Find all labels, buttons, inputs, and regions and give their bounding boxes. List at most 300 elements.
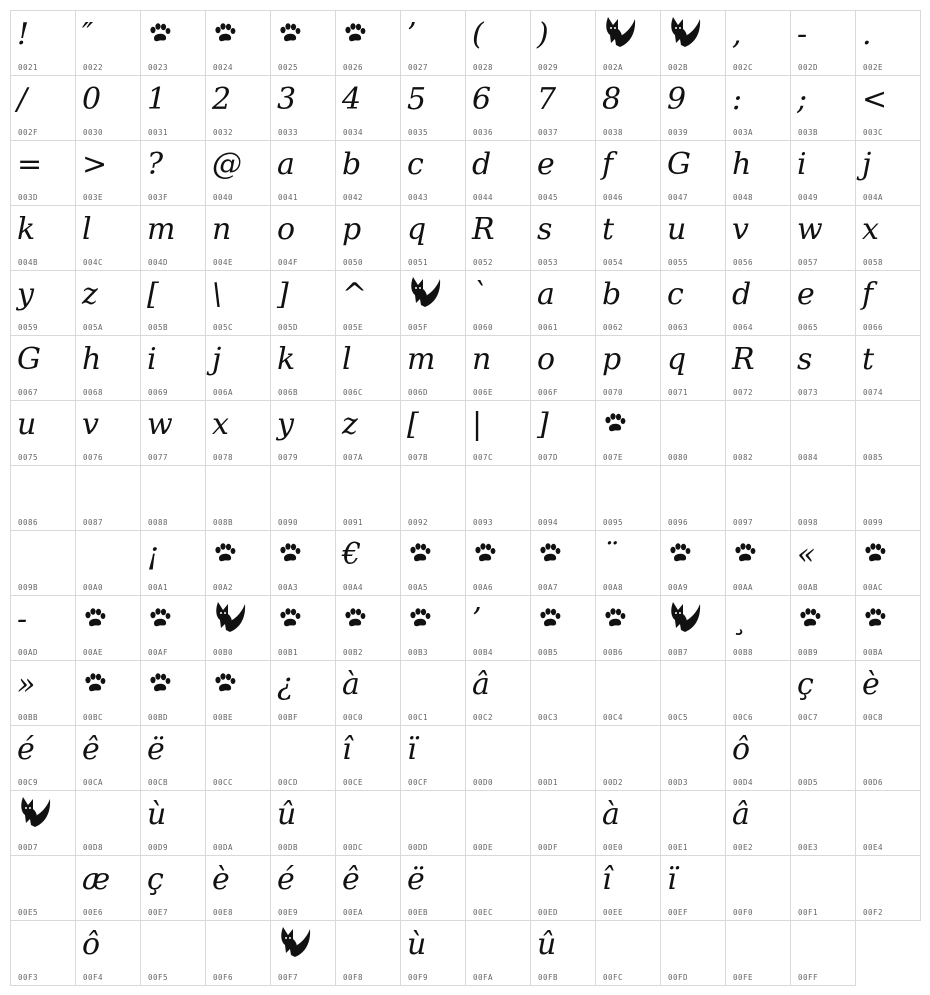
glyph-char: j [862, 147, 872, 182]
glyph-code: 006D [408, 388, 429, 397]
glyph-char: é [277, 862, 295, 897]
glyph-code: 0021 [18, 63, 39, 72]
glyph-char: ) [537, 17, 549, 52]
glyph-cell [726, 596, 791, 661]
glyph-code: 00B0 [213, 648, 234, 657]
glyph-char: l [342, 342, 352, 377]
paw-icon [279, 23, 301, 48]
glyph-code: 0077 [148, 453, 169, 462]
glyph-cell [661, 76, 726, 141]
glyph-cell [856, 271, 921, 336]
glyph-cell [596, 596, 661, 661]
glyph-cell [466, 76, 531, 141]
glyph-cell [726, 76, 791, 141]
glyph-char: b [602, 277, 622, 312]
glyph-cell [791, 661, 856, 726]
glyph-cell [401, 76, 466, 141]
glyph-code: 0075 [18, 453, 39, 462]
glyph-code: 0066 [863, 323, 884, 332]
glyph-char: ê [342, 862, 360, 897]
glyph-code: 003C [863, 128, 884, 137]
paw-icon [214, 543, 236, 568]
glyph-char: [ [147, 277, 159, 312]
glyph-char: ô [732, 732, 751, 767]
glyph-cell [466, 531, 531, 596]
glyph-code: 00B3 [408, 648, 429, 657]
glyph-cell [791, 401, 856, 466]
glyph-code: 00FC [603, 973, 624, 982]
glyph-code: 00D4 [733, 778, 754, 787]
glyph-char: s [797, 342, 813, 377]
glyph-cell [661, 921, 726, 986]
glyph-code: 005A [83, 323, 104, 332]
glyph-cell [466, 336, 531, 401]
glyph-code: 0094 [538, 518, 559, 527]
glyph-char: f [862, 277, 874, 312]
glyph-char: ï [667, 862, 677, 897]
glyph-cell [271, 11, 336, 76]
glyph-char: ô [82, 927, 101, 962]
glyph-cell [401, 791, 466, 856]
glyph-cell [11, 76, 76, 141]
glyph-code: 0055 [668, 258, 689, 267]
glyph-cell [726, 791, 791, 856]
glyph-code: 0061 [538, 323, 559, 332]
glyph-char: ’ [407, 17, 417, 52]
glyph-cell [336, 11, 401, 76]
glyph-cell [466, 921, 531, 986]
paw-icon [84, 608, 106, 633]
glyph-char: . [862, 17, 872, 52]
glyph-cell [531, 206, 596, 271]
glyph-cell [596, 791, 661, 856]
glyph-char: @ [212, 147, 242, 182]
glyph-char: è [212, 862, 230, 897]
glyph-code: 00FE [733, 973, 754, 982]
glyph-cell [466, 401, 531, 466]
glyph-cell [141, 726, 206, 791]
glyph-cell [661, 141, 726, 206]
glyph-code: 0062 [603, 323, 624, 332]
glyph-char: v [732, 212, 749, 247]
glyph-cell [791, 596, 856, 661]
glyph-code: 004E [213, 258, 234, 267]
glyph-cell [206, 791, 271, 856]
glyph-code: 00D0 [473, 778, 494, 787]
paw-icon [409, 543, 431, 568]
glyph-cell [791, 791, 856, 856]
glyph-code: 0053 [538, 258, 559, 267]
glyph-code: 0079 [278, 453, 299, 462]
glyph-code: 0070 [603, 388, 624, 397]
glyph-code: 00F9 [408, 973, 429, 982]
glyph-code: 0069 [148, 388, 169, 397]
glyph-code: 00A3 [278, 583, 299, 592]
glyph-code: 0068 [83, 388, 104, 397]
paw-icon [604, 608, 626, 633]
glyph-code: 00D6 [863, 778, 884, 787]
glyph-code: 007E [603, 453, 624, 462]
glyph-cell [336, 726, 401, 791]
glyph-char: € [342, 537, 362, 572]
glyph-cell [206, 206, 271, 271]
glyph-cell [726, 141, 791, 206]
glyph-char: G [667, 147, 691, 182]
glyph-cell [271, 661, 336, 726]
glyph-cell [11, 141, 76, 206]
glyph-char: < [862, 82, 888, 117]
glyph-cell [11, 791, 76, 856]
glyph-cell [661, 661, 726, 726]
glyph-code: 003B [798, 128, 819, 137]
glyph-code: 0039 [668, 128, 689, 137]
glyph-cell [791, 856, 856, 921]
glyph-code: 0092 [408, 518, 429, 527]
glyph-cell [11, 531, 76, 596]
fox-icon [17, 795, 53, 836]
glyph-code: 00BE [213, 713, 234, 722]
glyph-code: 00BA [863, 648, 884, 657]
glyph-cell [661, 206, 726, 271]
glyph-cell [401, 856, 466, 921]
glyph-code: 004C [83, 258, 104, 267]
glyph-cell [401, 531, 466, 596]
glyph-code: 0065 [798, 323, 819, 332]
glyph-char: ; [797, 82, 808, 117]
glyph-cell [271, 596, 336, 661]
glyph-cell [206, 271, 271, 336]
glyph-cell [76, 921, 141, 986]
glyph-code: 0022 [83, 63, 104, 72]
glyph-code: 005E [343, 323, 364, 332]
glyph-cell [791, 466, 856, 531]
glyph-cell [401, 661, 466, 726]
glyph-code: 00D2 [603, 778, 624, 787]
glyph-char: ] [537, 407, 549, 442]
glyph-cell [661, 726, 726, 791]
glyph-code: 003D [18, 193, 39, 202]
glyph-char: ! [17, 17, 30, 52]
glyph-code: 00E5 [18, 908, 39, 917]
glyph-char: ] [277, 277, 289, 312]
glyph-code: 00BB [18, 713, 39, 722]
glyph-code: 0093 [473, 518, 494, 527]
glyph-char: v [82, 407, 99, 442]
glyph-cell [531, 726, 596, 791]
glyph-code: 00DE [473, 843, 494, 852]
glyph-cell [206, 76, 271, 141]
glyph-cell [596, 76, 661, 141]
glyph-code: 0025 [278, 63, 299, 72]
glyph-char: ″ [82, 17, 94, 52]
glyph-cell [596, 401, 661, 466]
glyph-cell [661, 466, 726, 531]
glyph-code: 00AE [83, 648, 104, 657]
glyph-code: 003E [83, 193, 104, 202]
glyph-code: 0050 [343, 258, 364, 267]
glyph-cell [11, 336, 76, 401]
glyph-code: 00E2 [733, 843, 754, 852]
glyph-code: 00AB [798, 583, 819, 592]
glyph-cell [531, 856, 596, 921]
glyph-char: G [17, 342, 41, 377]
glyph-cell [336, 596, 401, 661]
glyph-cell [76, 141, 141, 206]
glyph-cell [76, 661, 141, 726]
glyph-char: q [407, 212, 427, 247]
glyph-cell [531, 76, 596, 141]
glyph-code: 00A5 [408, 583, 429, 592]
glyph-char: ¸ [732, 602, 747, 637]
glyph-code: 00B1 [278, 648, 299, 657]
glyph-code: 00F4 [83, 973, 104, 982]
glyph-code: 00B9 [798, 648, 819, 657]
glyph-code: 0024 [213, 63, 234, 72]
glyph-char: ê [82, 732, 100, 767]
glyph-char: s [537, 212, 553, 247]
glyph-code: 0038 [603, 128, 624, 137]
glyph-code: 00DF [538, 843, 559, 852]
glyph-code: 00FA [473, 973, 494, 982]
glyph-cell [11, 401, 76, 466]
glyph-cell [466, 11, 531, 76]
glyph-code: 00F8 [343, 973, 364, 982]
glyph-code: 00E8 [213, 908, 234, 917]
glyph-char: R [472, 212, 495, 247]
glyph-cell [856, 791, 921, 856]
glyph-code: 004F [278, 258, 299, 267]
glyph-char: ù [407, 927, 427, 962]
glyph-code: 0063 [668, 323, 689, 332]
glyph-char: a [537, 277, 555, 312]
glyph-code: 0060 [473, 323, 494, 332]
glyph-code: 0042 [343, 193, 364, 202]
glyph-cell [271, 76, 336, 141]
glyph-char: ’ [472, 602, 482, 637]
glyph-cell [206, 726, 271, 791]
glyph-code: 00FB [538, 973, 559, 982]
glyph-code: 0080 [668, 453, 689, 462]
glyph-cell [661, 531, 726, 596]
glyph-char: ù [147, 797, 167, 832]
glyph-code: 00C4 [603, 713, 624, 722]
glyph-char: 4 [342, 82, 362, 117]
glyph-code: 002B [668, 63, 689, 72]
glyph-code: 0085 [863, 453, 884, 462]
glyph-code: 00E7 [148, 908, 169, 917]
glyph-char: ` [472, 277, 487, 312]
glyph-char: d [472, 147, 492, 182]
glyph-code: 002E [863, 63, 884, 72]
glyph-char: o [537, 342, 556, 377]
glyph-cell [336, 921, 401, 986]
glyph-code: 0029 [538, 63, 559, 72]
glyph-code: 00DD [408, 843, 429, 852]
glyph-cell [726, 466, 791, 531]
glyph-cell [856, 531, 921, 596]
glyph-char: x [212, 407, 229, 442]
glyph-cell [401, 141, 466, 206]
glyph-char: ë [407, 862, 425, 897]
glyph-code: 00C7 [798, 713, 819, 722]
glyph-code: 006A [213, 388, 234, 397]
paw-icon [84, 673, 106, 698]
glyph-char: d [732, 277, 752, 312]
paw-icon [344, 23, 366, 48]
glyph-cell [401, 336, 466, 401]
glyph-cell [531, 336, 596, 401]
glyph-code: 0051 [408, 258, 429, 267]
glyph-cell [531, 11, 596, 76]
glyph-cell [271, 271, 336, 336]
glyph-char: q [667, 342, 687, 377]
glyph-cell [11, 726, 76, 791]
glyph-code: 00CF [408, 778, 429, 787]
glyph-code: 006F [538, 388, 559, 397]
paw-icon [279, 543, 301, 568]
glyph-cell [76, 596, 141, 661]
glyph-cell [336, 271, 401, 336]
glyph-code: 0026 [343, 63, 364, 72]
glyph-cell [531, 401, 596, 466]
glyph-char: à [602, 797, 620, 832]
glyph-code: 00D9 [148, 843, 169, 852]
glyph-code: 0046 [603, 193, 624, 202]
glyph-cell [856, 401, 921, 466]
glyph-char: t [602, 212, 615, 247]
glyph-char: c [407, 147, 424, 182]
glyph-char: y [17, 277, 34, 312]
glyph-char: ¨ [602, 537, 617, 572]
glyph-code: 00CD [278, 778, 299, 787]
glyph-code: 0099 [863, 518, 884, 527]
paw-icon [149, 673, 171, 698]
glyph-code: 0031 [148, 128, 169, 137]
glyph-cell [141, 466, 206, 531]
glyph-code: 002F [18, 128, 39, 137]
glyph-code: 004D [148, 258, 169, 267]
glyph-char: 5 [407, 82, 427, 117]
glyph-cell [336, 466, 401, 531]
glyph-cell [531, 531, 596, 596]
glyph-code: 007D [538, 453, 559, 462]
glyph-char: e [537, 147, 555, 182]
glyph-code: 00E4 [863, 843, 884, 852]
glyph-cell [336, 401, 401, 466]
paw-icon [539, 608, 561, 633]
glyph-char: , [732, 17, 742, 52]
glyph-cell [271, 401, 336, 466]
glyph-cell [271, 466, 336, 531]
glyph-cell [271, 141, 336, 206]
glyph-cell [596, 11, 661, 76]
glyph-char: ï [407, 732, 417, 767]
glyph-cell [141, 76, 206, 141]
glyph-code: 006E [473, 388, 494, 397]
glyph-code: 00FF [798, 973, 819, 982]
glyph-cell [271, 336, 336, 401]
glyph-code: 00DB [278, 843, 299, 852]
glyph-cell [466, 856, 531, 921]
glyph-cell [791, 11, 856, 76]
glyph-code: 00B4 [473, 648, 494, 657]
glyph-cell [466, 726, 531, 791]
glyph-cell [401, 921, 466, 986]
glyph-char: i [797, 147, 807, 182]
glyph-code: 007A [343, 453, 364, 462]
glyph-code: 0076 [83, 453, 104, 462]
glyph-cell [856, 726, 921, 791]
paw-icon [279, 608, 301, 633]
glyph-code: 00CE [343, 778, 364, 787]
glyph-cell [11, 11, 76, 76]
glyph-cell [11, 921, 76, 986]
glyph-cell [726, 11, 791, 76]
glyph-code: 0028 [473, 63, 494, 72]
glyph-cell [401, 596, 466, 661]
glyph-cell [466, 141, 531, 206]
paw-icon [864, 608, 886, 633]
glyph-cell [336, 531, 401, 596]
glyph-code: 00D3 [668, 778, 689, 787]
glyph-code: 0096 [668, 518, 689, 527]
glyph-code: 006B [278, 388, 299, 397]
glyph-code: 00AF [148, 648, 169, 657]
glyph-char: h [82, 342, 102, 377]
glyph-cell [726, 921, 791, 986]
glyph-cell [856, 661, 921, 726]
glyph-code: 00A0 [83, 583, 104, 592]
glyph-grid [10, 10, 921, 986]
glyph-char: m [147, 212, 176, 247]
glyph-cell [141, 596, 206, 661]
glyph-char: = [17, 147, 43, 182]
glyph-code: 00D7 [18, 843, 39, 852]
glyph-cell [141, 271, 206, 336]
glyph-char: ¡ [147, 537, 160, 572]
glyph-char: u [667, 212, 687, 247]
glyph-code: 0027 [408, 63, 429, 72]
glyph-code: 0056 [733, 258, 754, 267]
glyph-cell [271, 921, 336, 986]
glyph-cell [856, 336, 921, 401]
glyph-char: à [342, 667, 360, 702]
glyph-code: 0048 [733, 193, 754, 202]
glyph-cell [141, 141, 206, 206]
glyph-cell [661, 401, 726, 466]
glyph-code: 0071 [668, 388, 689, 397]
glyph-code: 00D1 [538, 778, 559, 787]
glyph-code: 0097 [733, 518, 754, 527]
glyph-code: 0086 [18, 518, 39, 527]
glyph-cell [401, 206, 466, 271]
glyph-code: 002D [798, 63, 819, 72]
fox-icon [667, 600, 703, 641]
glyph-char: » [17, 667, 36, 702]
glyph-cell [466, 466, 531, 531]
glyph-char: æ [82, 862, 111, 897]
glyph-code: 00A7 [538, 583, 559, 592]
glyph-cell [531, 141, 596, 206]
glyph-char: z [82, 277, 98, 312]
glyph-code: 00A1 [148, 583, 169, 592]
paw-icon [149, 608, 171, 633]
glyph-code: 0035 [408, 128, 429, 137]
glyph-cell [76, 791, 141, 856]
glyph-char: ç [797, 667, 814, 702]
glyph-char: k [277, 342, 296, 377]
glyph-code: 00CB [148, 778, 169, 787]
